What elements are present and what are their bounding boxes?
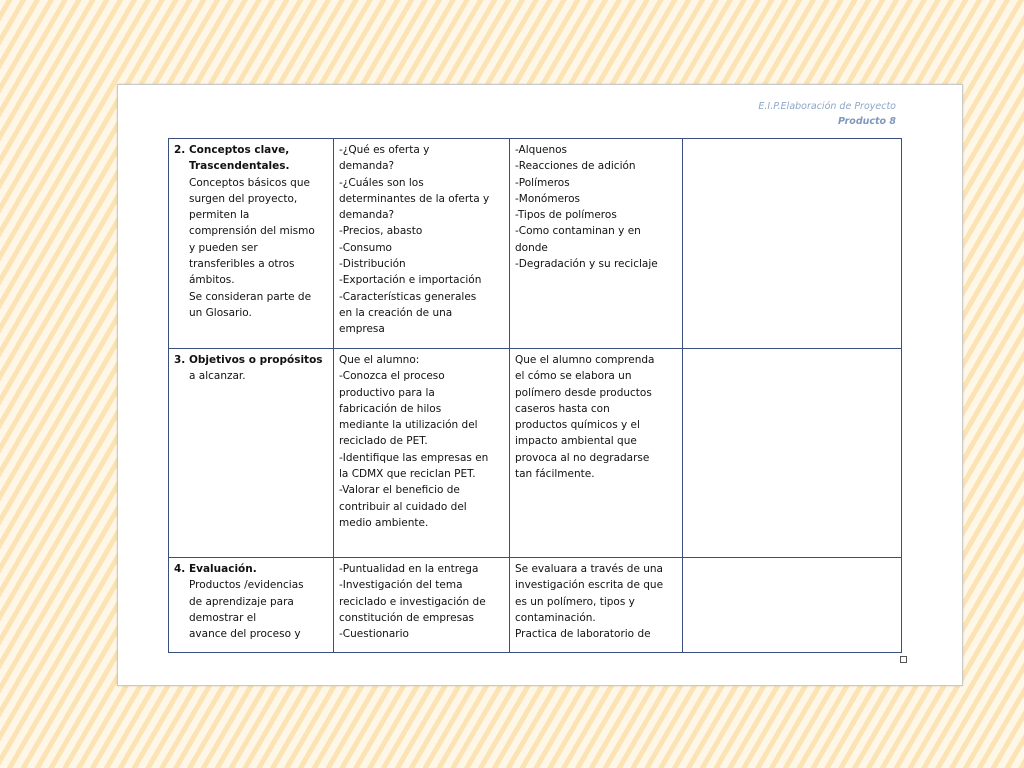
page-header xyxy=(758,99,896,129)
cell-text: -Puntualidad en la entrega -Investigación del tema reciclado e investigación de constitución de empresas -Cuestionario xyxy=(339,563,486,641)
header-project-title: E.I.P.Elaboración de Proyecto xyxy=(758,101,896,112)
content-cell xyxy=(510,349,683,558)
content-cell xyxy=(334,139,510,349)
cell-text: -¿Qué es oferta y demanda? -¿Cuáles son los determinantes de la oferta y demanda? -Precios, abasto -Consumo -Distribución -Exportación e importación -Características generales en la creación de una empresa xyxy=(339,144,490,336)
row-heading xyxy=(174,352,328,368)
table-resize-handle[interactable] xyxy=(900,656,907,663)
content-cell xyxy=(510,139,683,349)
empty-cell xyxy=(683,349,902,558)
row-heading-cell xyxy=(169,349,334,558)
cell-text: Se evaluara a través de una investigación escrita de que es un polímero, tipos y contaminación. Practica de laboratorio de xyxy=(515,563,664,641)
planning-table xyxy=(168,138,902,653)
row-heading xyxy=(174,142,328,158)
row-subtitle: Trascendentales. xyxy=(189,160,290,173)
table-row xyxy=(169,349,902,558)
row-description: Conceptos básicos que surgen del proyecto, permiten la comprensión del mismo y pueden ser transferibles a otros ámbitos. Se consideran parte de un Glosario. xyxy=(189,176,315,319)
row-description: a alcanzar. xyxy=(189,370,246,383)
cell-text: Que el alumno comprenda el cómo se elabora un polímero desde productos caseros hasta con productos químicos y el impacto ambiental que provoca al no degradarse tan fácilmente. xyxy=(515,354,655,481)
header-product-label: Producto 8 xyxy=(837,116,896,127)
row-title: Conceptos clave, xyxy=(188,144,290,156)
empty-cell xyxy=(683,558,902,653)
content-cell xyxy=(510,558,683,653)
content-cell xyxy=(334,349,510,558)
row-heading xyxy=(174,561,328,577)
row-heading-cell xyxy=(169,139,334,349)
cell-text: -Alquenos -Reacciones de adición -Polímeros -Monómeros -Tipos de polímeros -Como contaminan y en donde -Degradación y su reciclaje xyxy=(515,144,658,271)
content-cell xyxy=(334,558,510,653)
row-title: Objetivos o propósitos xyxy=(188,354,323,366)
empty-cell xyxy=(683,139,902,349)
document-page xyxy=(117,84,963,686)
table-row xyxy=(169,139,902,349)
row-number: 4. xyxy=(174,563,186,575)
table-row xyxy=(169,558,902,653)
row-number: 2. xyxy=(174,144,186,156)
row-number: 3. xyxy=(174,354,186,366)
row-description: Productos /evidencias de aprendizaje para demostrar el avance del proceso y xyxy=(189,579,304,641)
row-title: Evaluación. xyxy=(188,563,257,575)
cell-text: Que el alumno: -Conozca el proceso productivo para la fabricación de hilos mediante la utilización del reciclado de PET. -Identifique las empresas en la CDMX que reciclan PET. -Valorar el beneficio de contribuir al cuidado del medio ambiente. xyxy=(339,354,489,529)
row-heading-cell xyxy=(169,558,334,653)
